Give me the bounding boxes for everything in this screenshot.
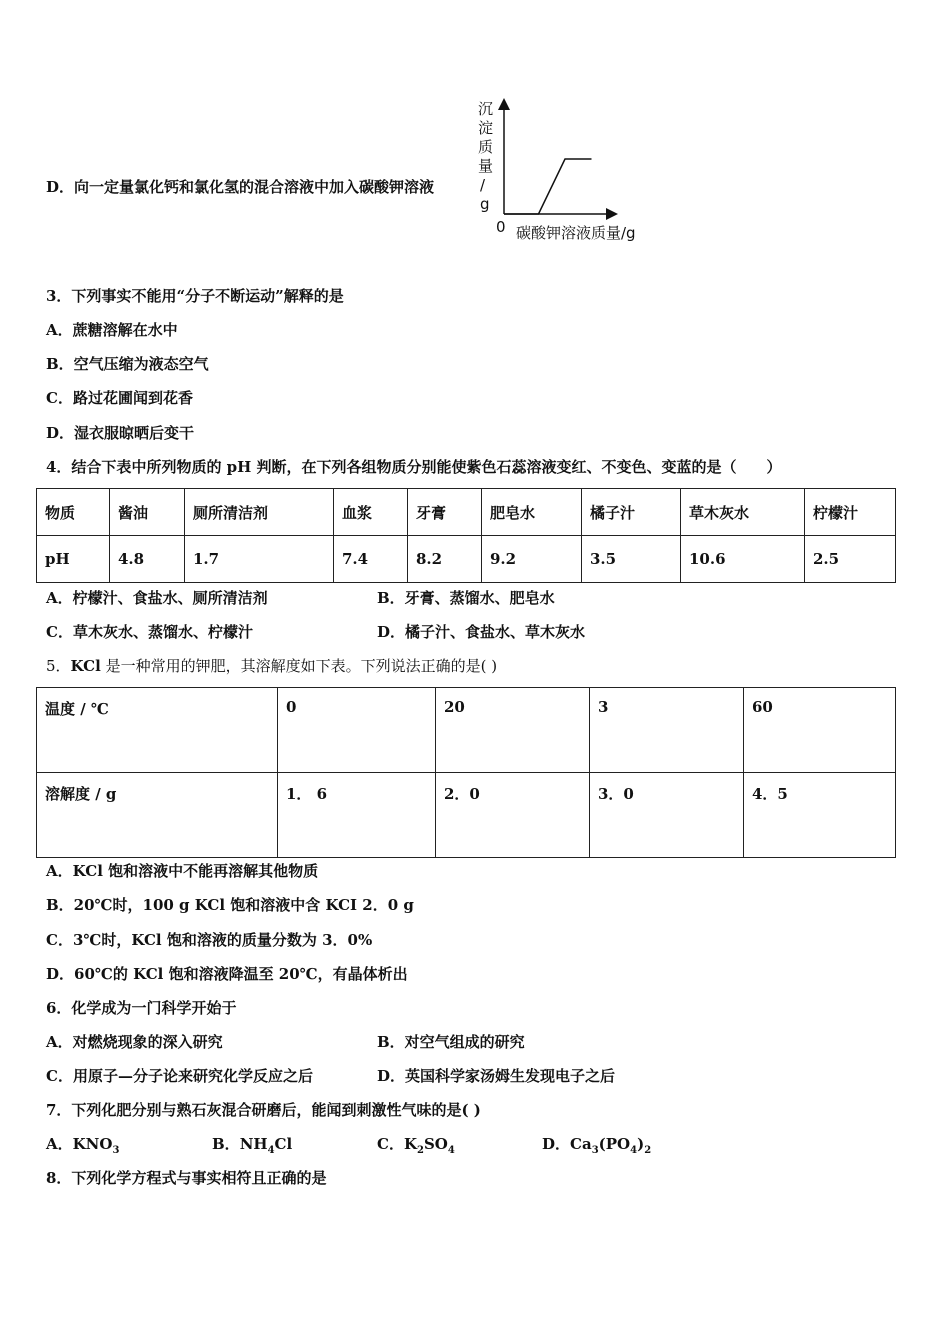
table-cell: 肥皂水 xyxy=(482,489,582,536)
ph-table-header-row xyxy=(37,489,896,536)
q4-option-d: D．橘子汁、食盐水、草木灰水 xyxy=(377,623,586,641)
table-cell: 2.5 xyxy=(805,536,896,583)
q4-stem: 4．结合下表中所列物质的 pH 判断，在下列各组物质分别能使紫色石蕊溶液变红、不变色、变蓝的是（ ） xyxy=(46,458,782,476)
q5-option-d: D．60℃的 KCl 饱和溶液降温至 20℃，有晶体析出 xyxy=(46,965,408,983)
table-cell: 血浆 xyxy=(334,489,408,536)
ph-table-value-row xyxy=(37,536,896,583)
q8-stem: 8．下列化学方程式与事实相符且正确的是 xyxy=(46,1169,327,1187)
option-label: A． xyxy=(46,1135,73,1153)
q6-option-d: D．英国科学家汤姆生发现电子之后 xyxy=(377,1067,616,1085)
formula-sub: 2 xyxy=(417,1145,424,1156)
table-cell: 20 xyxy=(436,688,590,773)
formula-part: Ca xyxy=(570,1135,592,1153)
q7-option-c xyxy=(377,1134,455,1161)
q5-option-a: A．KCl 饱和溶液中不能再溶解其他物质 xyxy=(46,862,319,880)
table-cell: 物质 xyxy=(37,489,110,536)
table-cell: 8.2 xyxy=(408,536,482,583)
table-cell: 4.8 xyxy=(110,536,185,583)
q5-option-b: B．20℃时，100 g KCl 饱和溶液中含 KCI 2．0 g xyxy=(46,896,414,914)
table-cell: 温度 / ℃ xyxy=(37,688,278,773)
q2-option-d: D．向一定量氯化钙和氯化氢的混合溶液中加入碳酸钾溶液 xyxy=(46,178,435,196)
y-axis-label: 沉淀质量/ g xyxy=(478,100,494,213)
q6-stem: 6．化学成为一门科学开始于 xyxy=(46,999,237,1017)
q4-option-a: A．柠檬汁、食盐水、厕所清洁剂 xyxy=(46,589,268,607)
table-cell: 4．5 xyxy=(744,773,896,858)
q3-option-b: B．空气压缩为液态空气 xyxy=(46,355,209,373)
q3-option-a: A．蔗糖溶解在水中 xyxy=(46,321,178,339)
q7-option-d xyxy=(542,1134,651,1161)
q3-option-c: C．路过花圃闻到花香 xyxy=(46,389,193,407)
formula-part: NH xyxy=(239,1135,268,1153)
table-cell: 3.5 xyxy=(582,536,681,583)
q6-option-c: C．用原子—分子论来研究化学反应之后 xyxy=(46,1067,313,1085)
formula-part: (PO xyxy=(598,1135,631,1153)
q3-stem: 3．下列事实不能用“分子不断运动”解释的是 xyxy=(46,287,344,305)
temperature-row xyxy=(37,688,896,773)
table-cell: 厕所清洁剂 xyxy=(185,489,334,536)
precipitate-chart xyxy=(474,96,664,246)
table-cell: 溶解度 / g xyxy=(37,773,278,858)
x-axis-label: 碳酸钾溶液质量/g xyxy=(516,224,636,242)
formula-sub: 2 xyxy=(644,1145,652,1156)
formula-part: ) xyxy=(637,1135,645,1153)
q6-option-a: A．对燃烧现象的深入研究 xyxy=(46,1033,223,1051)
q7-option-b xyxy=(212,1134,292,1161)
formula-part: K xyxy=(403,1135,417,1153)
table-cell: 橘子汁 xyxy=(582,489,681,536)
q5-stem xyxy=(46,656,497,676)
series-line xyxy=(504,159,592,214)
origin-label: 0 xyxy=(496,218,506,236)
ph-table xyxy=(36,488,896,583)
q7-option-a xyxy=(46,1134,119,1161)
formula-sub: 3 xyxy=(591,1145,599,1156)
formula-part: SO xyxy=(423,1135,448,1153)
formula-sub: 4 xyxy=(447,1145,455,1156)
option-label: B． xyxy=(212,1135,240,1153)
q5-number: 5． xyxy=(46,657,71,675)
q5-option-c: C．3℃时，KCl 饱和溶液的质量分数为 3．0% xyxy=(46,931,373,949)
q4-option-c: C．草木灰水、蒸馏水、柠檬汁 xyxy=(46,623,253,641)
table-cell: 10.6 xyxy=(681,536,805,583)
solubility-row xyxy=(37,773,896,858)
table-cell: 7.4 xyxy=(334,536,408,583)
table-cell: 柠檬汁 xyxy=(805,489,896,536)
table-cell: 草木灰水 xyxy=(681,489,805,536)
q7-stem: 7．下列化肥分别与熟石灰混合研磨后，能闻到刺激性气味的是( ) xyxy=(46,1101,481,1119)
table-cell: 3．0 xyxy=(590,773,744,858)
formula-sub: 4 xyxy=(630,1145,638,1156)
solubility-table xyxy=(36,687,896,858)
table-cell: 2．0 xyxy=(436,773,590,858)
table-cell: 3 xyxy=(590,688,744,773)
q4-option-b: B．牙膏、蒸馏水、肥皂水 xyxy=(377,589,555,607)
table-cell: 酱油 xyxy=(110,489,185,536)
table-cell: 0 xyxy=(278,688,436,773)
formula-sub: 4 xyxy=(267,1145,275,1156)
table-cell: 牙膏 xyxy=(408,489,482,536)
formula-part: KNO xyxy=(72,1135,113,1153)
table-cell: 9.2 xyxy=(482,536,582,583)
formula-sub: 3 xyxy=(112,1145,120,1156)
option-label: D． xyxy=(542,1135,571,1153)
q3-option-d: D．湿衣服晾晒后变干 xyxy=(46,424,195,442)
formula-part: Cl xyxy=(274,1135,293,1153)
table-cell: 1． 6 xyxy=(278,773,436,858)
q6-option-b: B．对空气组成的研究 xyxy=(377,1033,525,1051)
table-cell: pH xyxy=(37,536,110,583)
q5-stem-rest: 是一种常用的钾肥，其溶解度如下表。下列说法正确的是( ) xyxy=(100,657,498,675)
q5-kcl: KCl xyxy=(70,657,101,675)
table-cell: 1.7 xyxy=(185,536,334,583)
option-label: C． xyxy=(377,1135,404,1153)
table-cell: 60 xyxy=(744,688,896,773)
